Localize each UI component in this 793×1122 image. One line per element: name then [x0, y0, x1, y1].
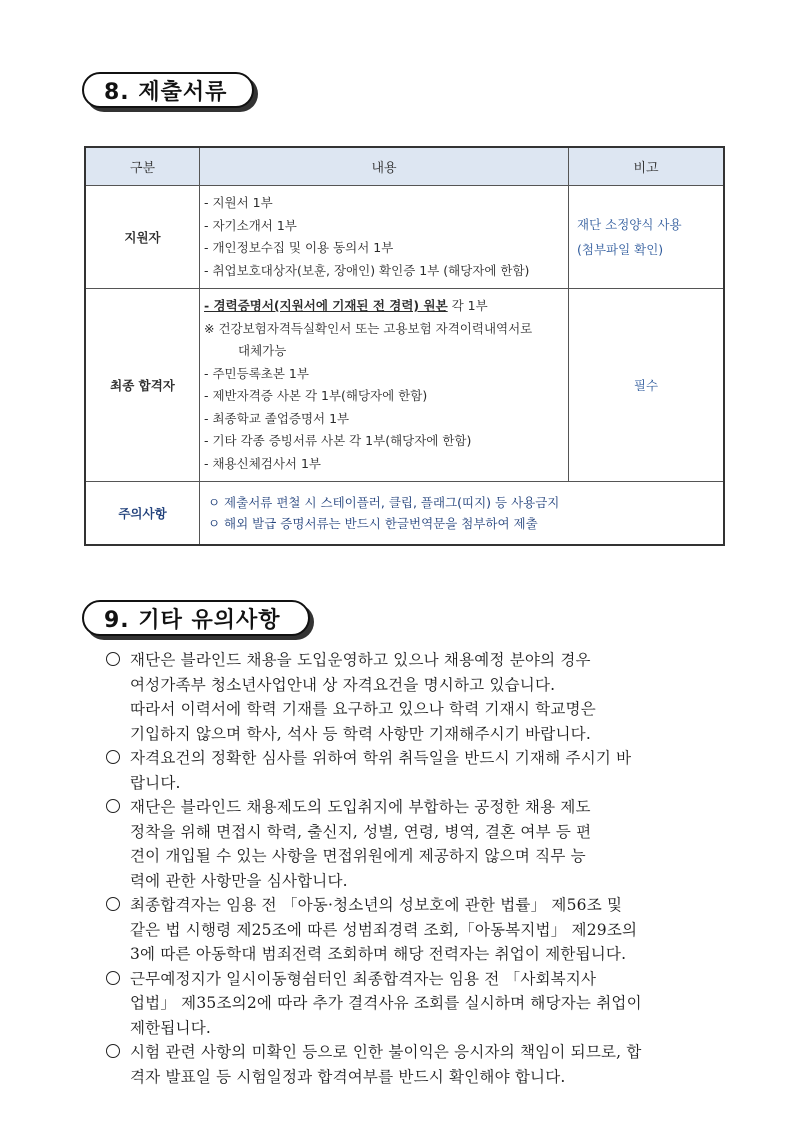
note-line: 정착을 위해 면접시 학력, 출신지, 성별, 연령, 병역, 결혼 여부 등 편 — [130, 822, 592, 841]
circle-bullet-icon — [106, 971, 120, 985]
list-item — [104, 1040, 724, 1089]
final-line: - 기타 각종 증빙서류 사본 각 1부(해당자에 한함) — [204, 433, 472, 448]
note-line: 격자 발표일 등 시험일정과 합격여부를 반드시 확인해야 합니다. — [130, 1067, 566, 1086]
caution-category: 주의사항 — [85, 482, 200, 546]
note-line: 최종합격자는 임용 전 「아동·청소년의 성보호에 관한 법률」 제56조 및 — [130, 896, 623, 914]
applicant-note — [569, 186, 725, 289]
section-9-title: 9. 기타 유의사항 — [104, 607, 281, 633]
table-row-caution — [85, 482, 724, 546]
final-content — [200, 289, 569, 482]
note-line: 업법」 제35조의2에 따라 추가 결격사유 조회를 실시하며 해당자는 취업이 — [130, 994, 642, 1012]
note-line: 여성가족부 청소년사업안내 상 자격요건을 명시하고 있습니다. — [130, 675, 556, 694]
note-line: 랍니다. — [130, 773, 181, 792]
circle-bullet-icon — [106, 750, 120, 764]
final-line-first — [204, 295, 564, 318]
circle-bullet-icon — [106, 897, 120, 911]
note-line: 같은 법 시행령 제25조에 따른 성범죄경력 조회,「아동복지법」 제29조의 — [130, 920, 638, 939]
final-note: 필수 — [569, 289, 725, 482]
final-line: ※ 건강보험자격득실확인서 또는 고용보험 자격이력내역서로 — [204, 320, 533, 336]
caution-content — [200, 482, 725, 546]
caution-line: ㅇ 제출서류 편철 시 스테이플러, 클립, 플래그(띠지) 등 사용금지 — [208, 495, 560, 510]
list-item — [104, 746, 724, 795]
circle-bullet-icon — [106, 799, 120, 813]
section-9-pill — [82, 600, 310, 636]
applicant-line: - 자기소개서 1부 — [204, 217, 297, 233]
final-line-rest: 각 1부 — [447, 298, 488, 313]
header-content: 내용 — [200, 147, 569, 186]
note-line: 력에 관한 사항만을 심사합니다. — [130, 871, 348, 890]
table-row-final — [85, 289, 724, 482]
circle-bullet-icon — [106, 1044, 120, 1058]
list-item — [104, 967, 724, 1041]
final-category: 최종 합격자 — [85, 289, 200, 482]
applicant-line: - 취업보호대상자(보훈, 장애인) 확인증 1부 (해당자에 한함) — [204, 262, 530, 278]
header-category: 구분 — [85, 147, 200, 186]
caution-line: ㅇ 해외 발급 증명서류는 반드시 한글번역문을 첨부하여 제출 — [208, 516, 538, 531]
applicant-line: - 지원서 1부 — [204, 195, 273, 210]
note-line: 견이 개입될 수 있는 사항을 면접위원에게 제공하지 않으며 직무 능 — [130, 847, 586, 865]
list-item — [104, 795, 724, 893]
final-line: - 주민등록초본 1부 — [204, 365, 309, 381]
final-line: - 제반자격증 사본 각 1부(해당자에 한함) — [204, 388, 428, 403]
note-line: 재단은 블라인드 채용제도의 도입취지에 부합하는 공정한 채용 제도 — [130, 798, 591, 816]
final-line: - 채용신체검사서 1부 — [204, 455, 322, 471]
list-item — [104, 893, 724, 967]
applicant-note-line: (첨부파일 확인) — [577, 242, 664, 257]
documents-table — [84, 146, 725, 546]
note-line: 자격요건의 정확한 심사를 위하여 학위 취득일을 반드시 기재해 주시기 바 — [130, 749, 632, 767]
applicant-line: - 개인정보수집 및 이용 동의서 1부 — [204, 240, 394, 255]
note-line: 따라서 이력서에 학력 기재를 요구하고 있으나 학력 기재시 학교명은 — [130, 700, 596, 718]
table-row-applicant — [85, 186, 724, 289]
note-line: 근무예정지가 일시이동형쉼터인 최종합격자는 임용 전 「사회복지사 — [130, 969, 597, 988]
final-line-bold: - 경력증명서(지원서에 기재된 전 경력) 원본 — [204, 298, 448, 313]
section-8-pill — [82, 72, 254, 108]
applicant-content — [200, 186, 569, 289]
applicant-note-line: 재단 소정양식 사용 — [577, 217, 682, 232]
note-line: 3에 따른 아동학대 범죄전력 조회하며 해당 전력자는 취업이 제한됩니다. — [130, 945, 627, 963]
list-item — [104, 648, 724, 746]
circle-bullet-icon — [106, 652, 120, 666]
note-line: 제한됩니다. — [130, 1018, 211, 1037]
final-line: 대체가능 — [238, 343, 287, 358]
header-note: 비고 — [569, 147, 725, 186]
note-line: 기입하지 않으며 학사, 석사 등 학력 사항만 기재해주시기 바랍니다. — [130, 724, 591, 743]
applicant-category: 지원자 — [85, 186, 200, 289]
note-line: 시험 관련 사항의 미확인 등으로 인한 불이익은 응시자의 책임이 되므로, 합 — [130, 1043, 642, 1061]
note-line: 재단은 블라인드 채용을 도입운영하고 있으나 채용예정 분야의 경우 — [130, 651, 591, 669]
section-8-title: 8. 제출서류 — [104, 79, 228, 105]
table-header-row — [85, 147, 724, 186]
notes-list — [104, 648, 724, 1089]
final-line: - 최종학교 졸업증명서 1부 — [204, 410, 350, 426]
